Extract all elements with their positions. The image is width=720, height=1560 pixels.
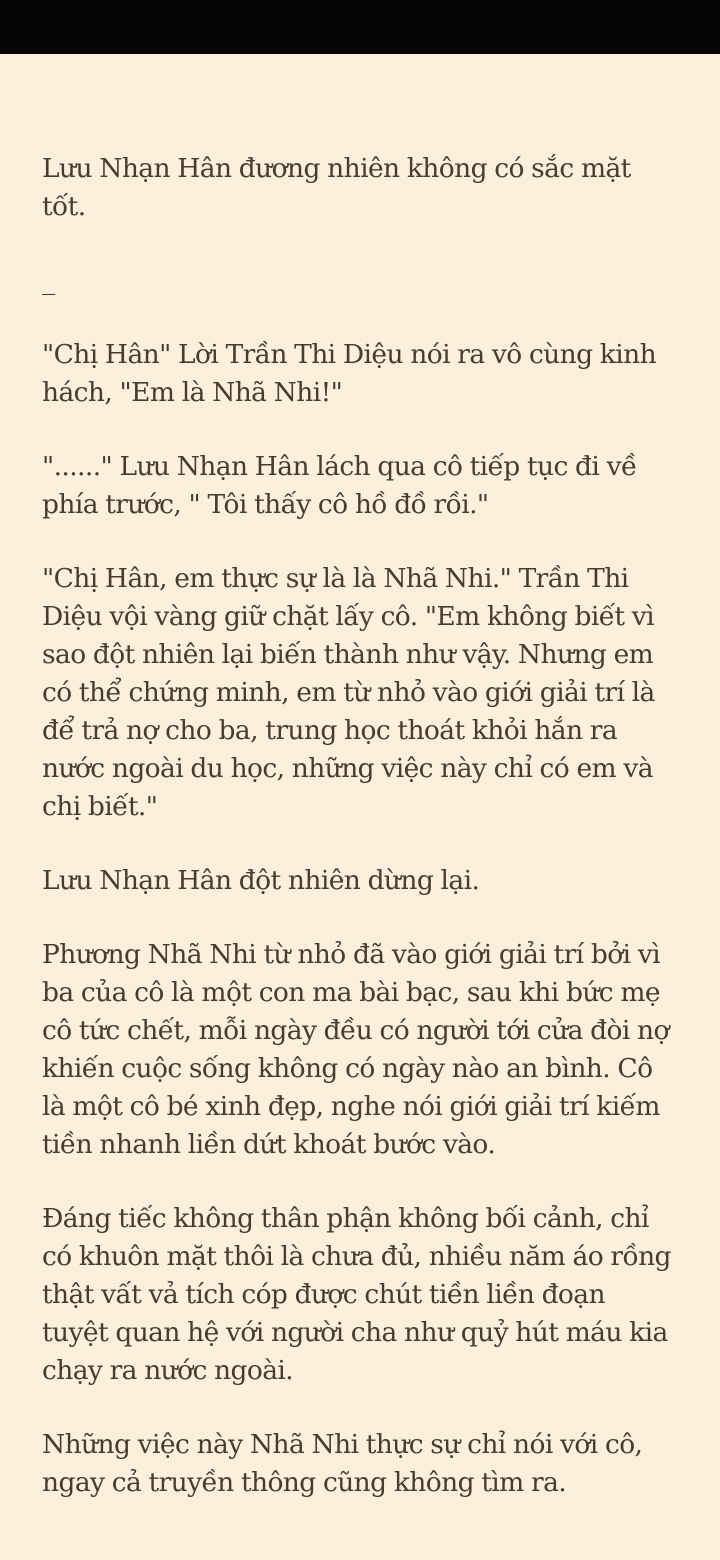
paragraph-5: Lưu Nhạn Hân đột nhiên dừng lại. — [42, 865, 480, 896]
paragraph-6: Phương Nhã Nhi từ nhỏ đã vào giới giải trí bởi vì ba của cô là một con ma bài bạc, sau khi bức mẹ cô tức chết, mỗi ngày đều có người tới cửa đòi nợ khiến cuộc sống không có ngày nào an bình. Cô là một cô bé xinh đẹp, nghe nói giới giải trí kiếm tiền nhanh liền dứt khoát bước vào. — [42, 939, 669, 1160]
paragraph-3: "......" Lưu Nhạn Hân lách qua cô tiếp tục đi về phía trước, " Tôi thấy cô hồ đồ rồi." — [42, 451, 637, 520]
reader-page[interactable] — [0, 54, 720, 1514]
chapter-text — [42, 150, 672, 1514]
status-bar — [0, 0, 720, 54]
paragraph-7: Đáng tiếc không thân phận không bối cảnh, chỉ có khuôn mặt thôi là chưa đủ, nhiều năm áo rồng thật vất vả tích cóp được chút tiền liền đoạn tuyệt quan hệ với người cha như quỷ hút máu kia chạy ra nước ngoài. — [42, 1203, 671, 1386]
paragraph-8: Những việc này Nhã Nhi thực sự chỉ nói với cô, ngay cả truyền thông cũng không tìm ra. — [42, 1429, 643, 1498]
paragraph-2: "Chị Hân" Lời Trần Thi Diệu nói ra vô cùng kinh hách, "Em là Nhã Nhi!" — [42, 339, 657, 408]
paragraph-1: Lưu Nhạn Hân đương nhiên không có sắc mặt tốt. — [42, 153, 631, 222]
paragraph-4: "Chị Hân, em thực sự là là Nhã Nhi." Trần Thi Diệu vội vàng giữ chặt lấy cô. "Em không biết vì sao đột nhiên lại biến thành như vậy. Nhưng em có thể chứng minh, em từ nhỏ vào giới giải trí là để trả nợ cho ba, trung học thoát khỏi hắn ra nước ngoài du học, những việc này chỉ có em và chị biết." — [42, 563, 655, 822]
paragraph-separator: _ — [42, 265, 55, 296]
